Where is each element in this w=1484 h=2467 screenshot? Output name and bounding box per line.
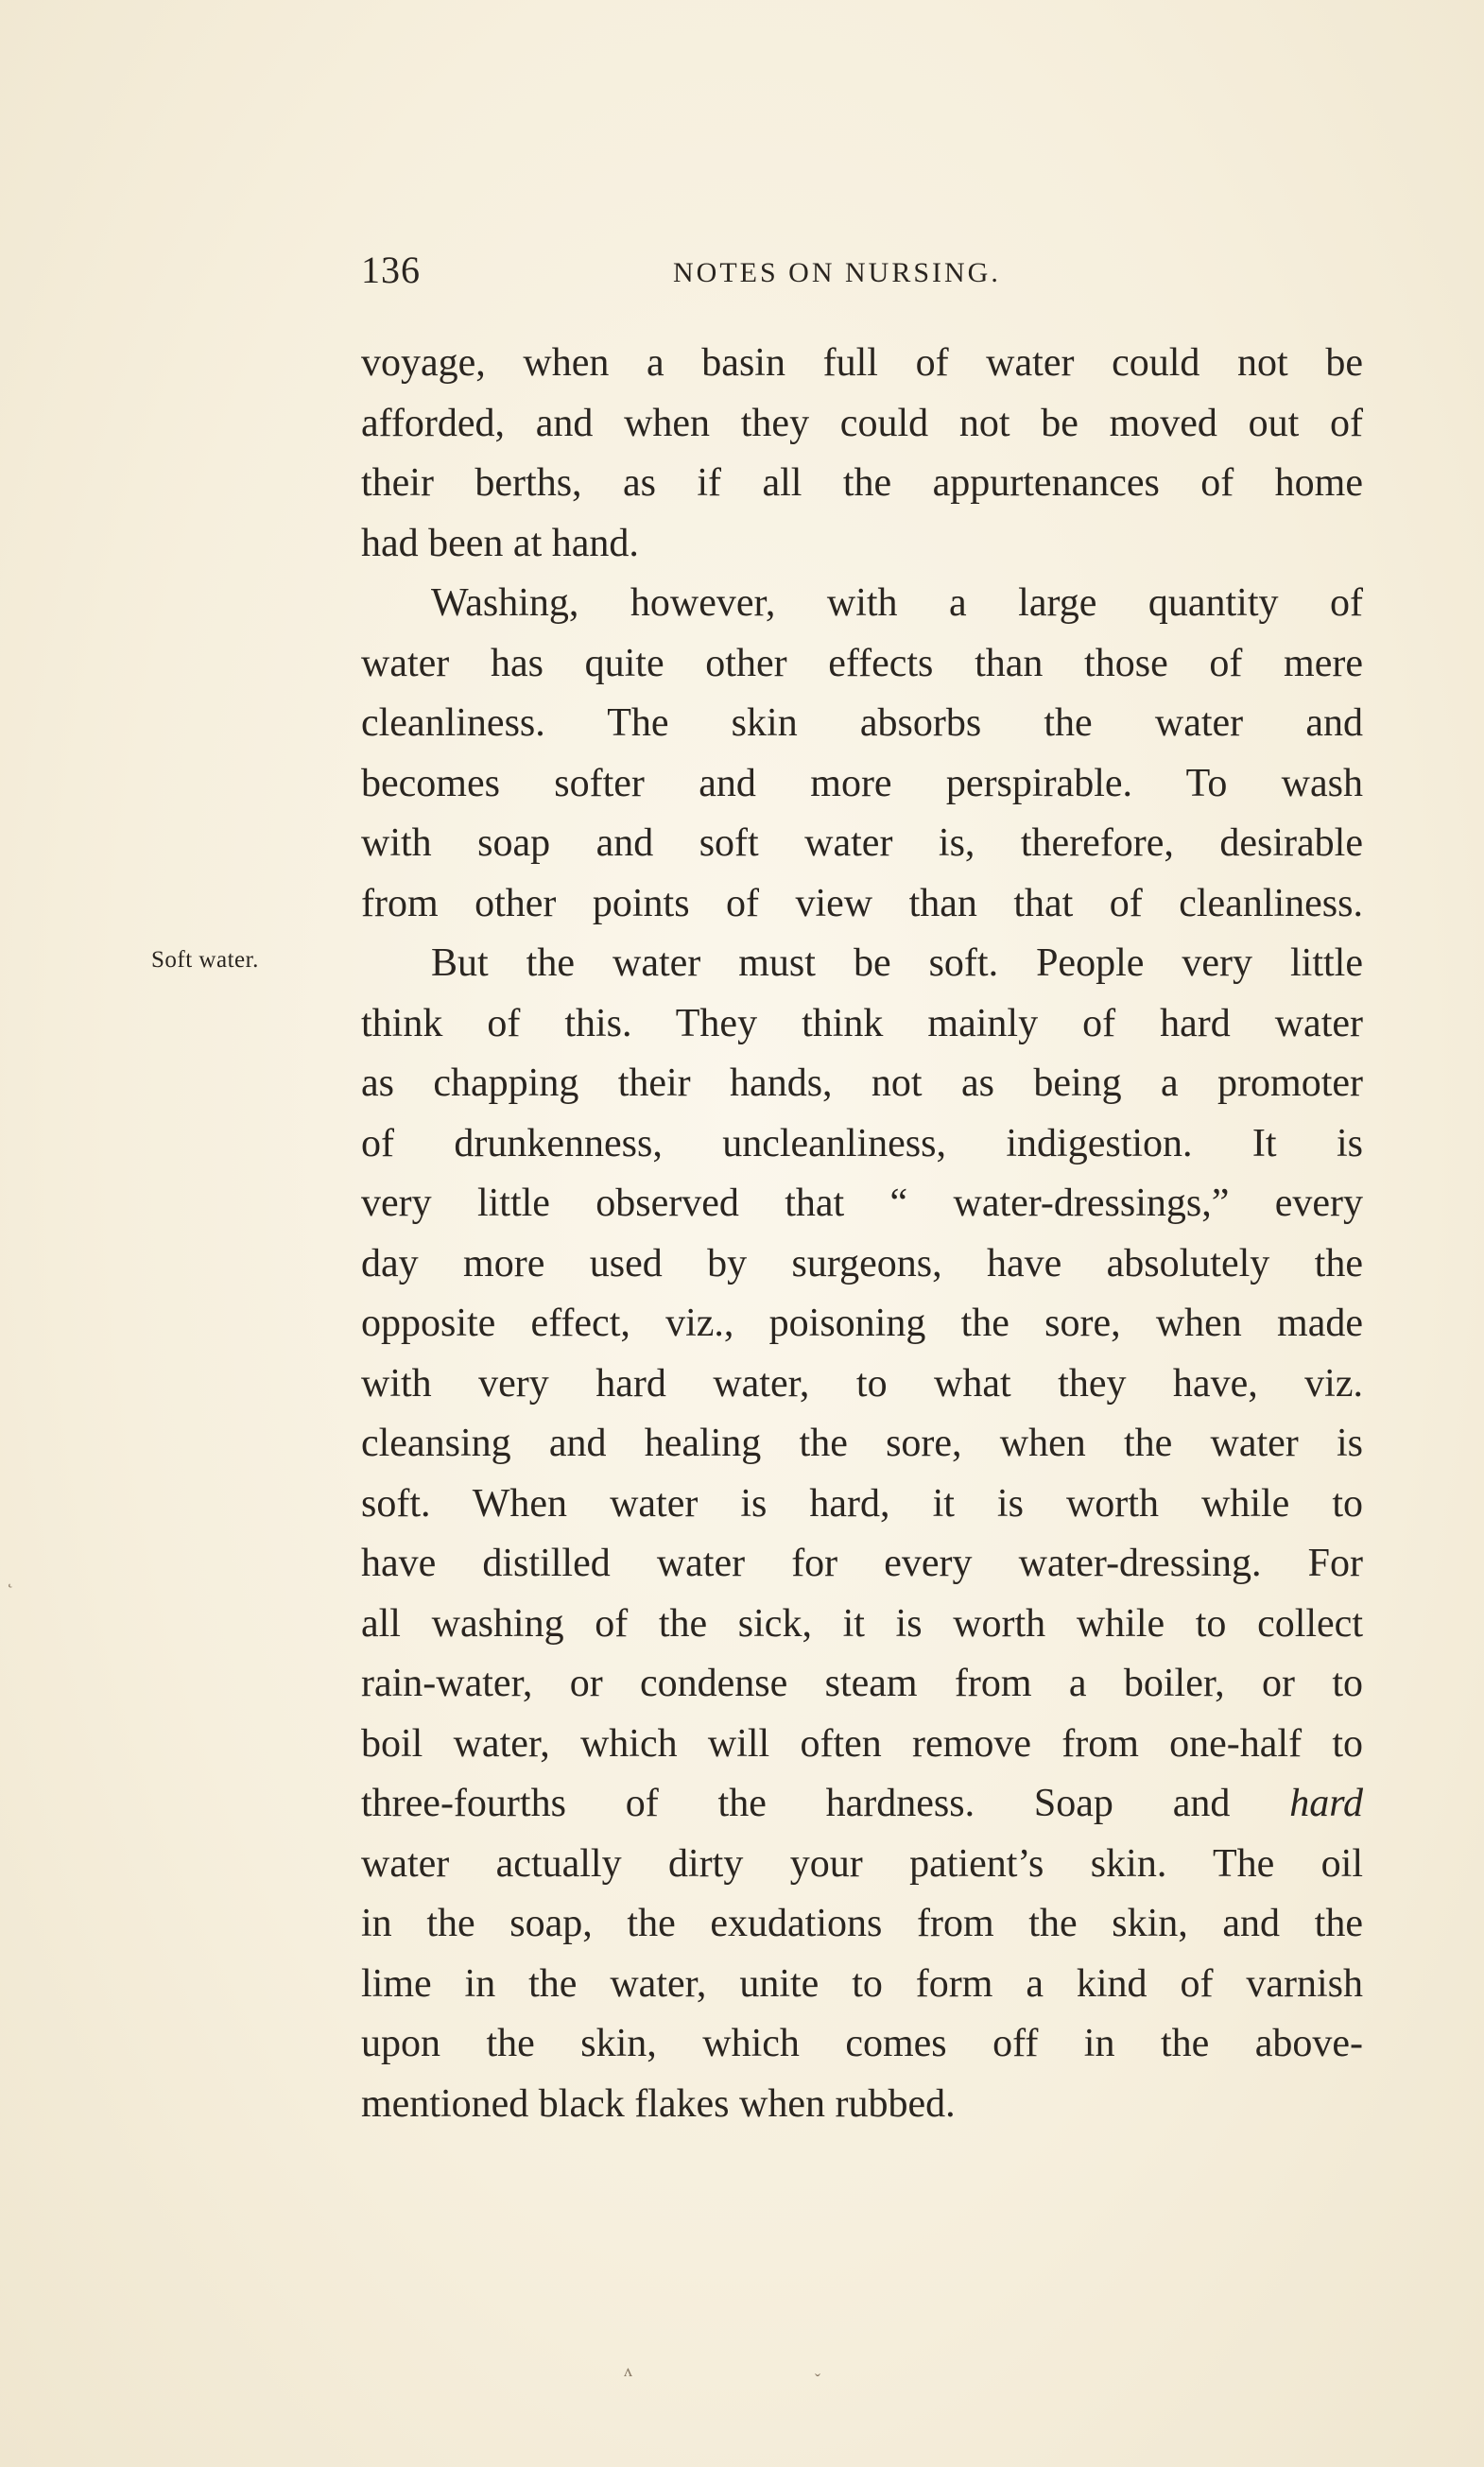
text-line: becomes softer and more perspirable. To wash <box>361 761 1363 805</box>
print-speck: ˛ <box>8 1569 13 1588</box>
page-number: 136 <box>361 249 421 291</box>
text-line: all washing of the sick, it is worth while to collect <box>361 1601 1363 1646</box>
body-text <box>361 334 1363 2134</box>
print-speck: ʌ <box>624 2361 632 2380</box>
text-line: in the soap, the exudations from the skin, and the <box>361 1902 1363 1945</box>
text-line: cleansing and healing the sore, when the water is <box>361 1422 1363 1465</box>
text-line-with-emphasis <box>361 1774 1363 1835</box>
text-line: day more used by surgeons, have absolutely the <box>361 1241 1363 1285</box>
text-line: water has quite other effects than those of mere <box>361 641 1363 685</box>
print-speck: ˇ <box>815 2371 820 2389</box>
text-line: rain-water, or condense steam from a boiler, or to <box>361 1662 1363 1705</box>
text-line: had been at hand. <box>361 521 639 565</box>
running-head: NOTES ON NURSING. <box>673 257 1001 288</box>
paragraph-start-line: Washing, however, with a large quantity of <box>431 581 1363 625</box>
text-line: mentioned black flakes when rubbed. <box>361 2081 956 2126</box>
text-line: afforded, and when they could not be moved out of <box>361 401 1363 445</box>
text-line: think of this. They think mainly of hard water <box>361 1001 1363 1045</box>
text-line: with soap and soft water is, therefore, desirable <box>361 821 1363 865</box>
paragraph-start-line: But the water must be soft. People very little <box>431 941 1363 985</box>
text-line: voyage, when a basin full of water could not be <box>361 341 1363 385</box>
text-line: water actually dirty your patient’s skin. The oil <box>361 1841 1363 1886</box>
text-line: lime in the water, unite to form a kind of varnish <box>361 1961 1363 2006</box>
text-line: boil water, which will often remove from one-half to <box>361 1721 1363 1766</box>
text-line: of drunkenness, uncleanliness, indigestion. It is <box>361 1121 1363 1165</box>
text-line: with very hard water, to what they have, viz. <box>361 1361 1363 1406</box>
text-line: as chapping their hands, not as being a promoter <box>361 1061 1363 1105</box>
text-line: upon the skin, which comes off in the above- <box>361 2022 1363 2065</box>
text-line: cleanliness. The skin absorbs the water and <box>361 701 1363 745</box>
margin-note: Soft water. <box>151 947 259 973</box>
text-line: very little observed that “ water-dressings,” every <box>361 1182 1363 1225</box>
text-line: have distilled water for every water-dressing. For <box>361 1542 1363 1585</box>
text-line: soft. When water is hard, it is worth while to <box>361 1481 1363 1526</box>
text-line: from other points of view than that of cleanliness. <box>361 881 1363 925</box>
text-line: opposite effect, viz., poisoning the sore, when made <box>361 1302 1363 1345</box>
page-header <box>361 248 1363 295</box>
text-segment: three-fourths of the hardness. Soap and <box>361 1782 1231 1825</box>
text-line: their berths, as if all the appurtenances of home <box>361 461 1363 505</box>
italic-word: hard <box>1289 1782 1364 1825</box>
